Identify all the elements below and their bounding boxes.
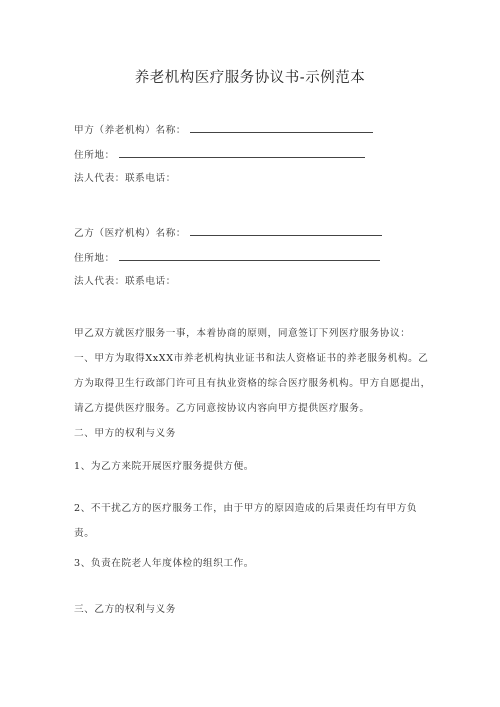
party-a-address-blank bbox=[119, 148, 365, 158]
section2-item1: 1、为乙方来院开展医疗服务提供方便。 bbox=[74, 461, 254, 472]
party-a-rep-row bbox=[74, 173, 176, 185]
party-b-name-label: 乙方（医疗机构）名称： bbox=[74, 228, 187, 239]
party-a-name-row bbox=[74, 123, 373, 137]
party-b-address-label: 住所地： bbox=[74, 253, 115, 264]
document-title: 养老机构医疗服务协议书-示例范本 bbox=[134, 70, 366, 86]
section2-item2-line1: 2、不干扰乙方的医疗服务工作，由于甲方的原因造成的后果责任均有甲方负 bbox=[74, 503, 418, 514]
party-b-name-blank bbox=[190, 226, 382, 236]
clause1-line3: 请乙方提供医疗服务。乙方同意按协议内容向甲方提供医疗服务。 bbox=[74, 403, 370, 414]
party-b-address-row bbox=[74, 251, 380, 265]
party-b-rep-row bbox=[74, 276, 176, 288]
party-a-rep-label: 法人代表：联系电话： bbox=[74, 173, 176, 184]
section2-item3: 3、负责在院老人年度体检的组织工作。 bbox=[74, 558, 254, 569]
party-b-rep-label: 法人代表：联系电话： bbox=[74, 276, 176, 287]
clause1-line2: 方为取得卫生行政部门许可且有执业资格的综合医疗服务机构。甲方自愿提出， bbox=[74, 378, 431, 389]
party-b-address-blank bbox=[119, 251, 380, 261]
party-a-name-blank bbox=[190, 123, 373, 133]
party-a-address-row bbox=[74, 148, 365, 162]
section2-item2-line2: 责。 bbox=[74, 528, 95, 539]
intro-paragraph: 甲乙双方就医疗服务一事，本着协商的原则，同意签订下列医疗服务协议： bbox=[74, 328, 411, 339]
party-b-name-row bbox=[74, 226, 382, 240]
section2-heading: 二、甲方的权利与义务 bbox=[74, 428, 176, 439]
clause1-line1: 一、甲方为取得XxXX市养老机构执业证书和法人资格证书的养老服务机构。乙 bbox=[74, 353, 429, 364]
section3-heading: 三、乙方的权利与义务 bbox=[74, 604, 176, 615]
party-a-name-label: 甲方（养老机构）名称： bbox=[74, 125, 187, 136]
party-a-address-label: 住所地： bbox=[74, 150, 115, 161]
